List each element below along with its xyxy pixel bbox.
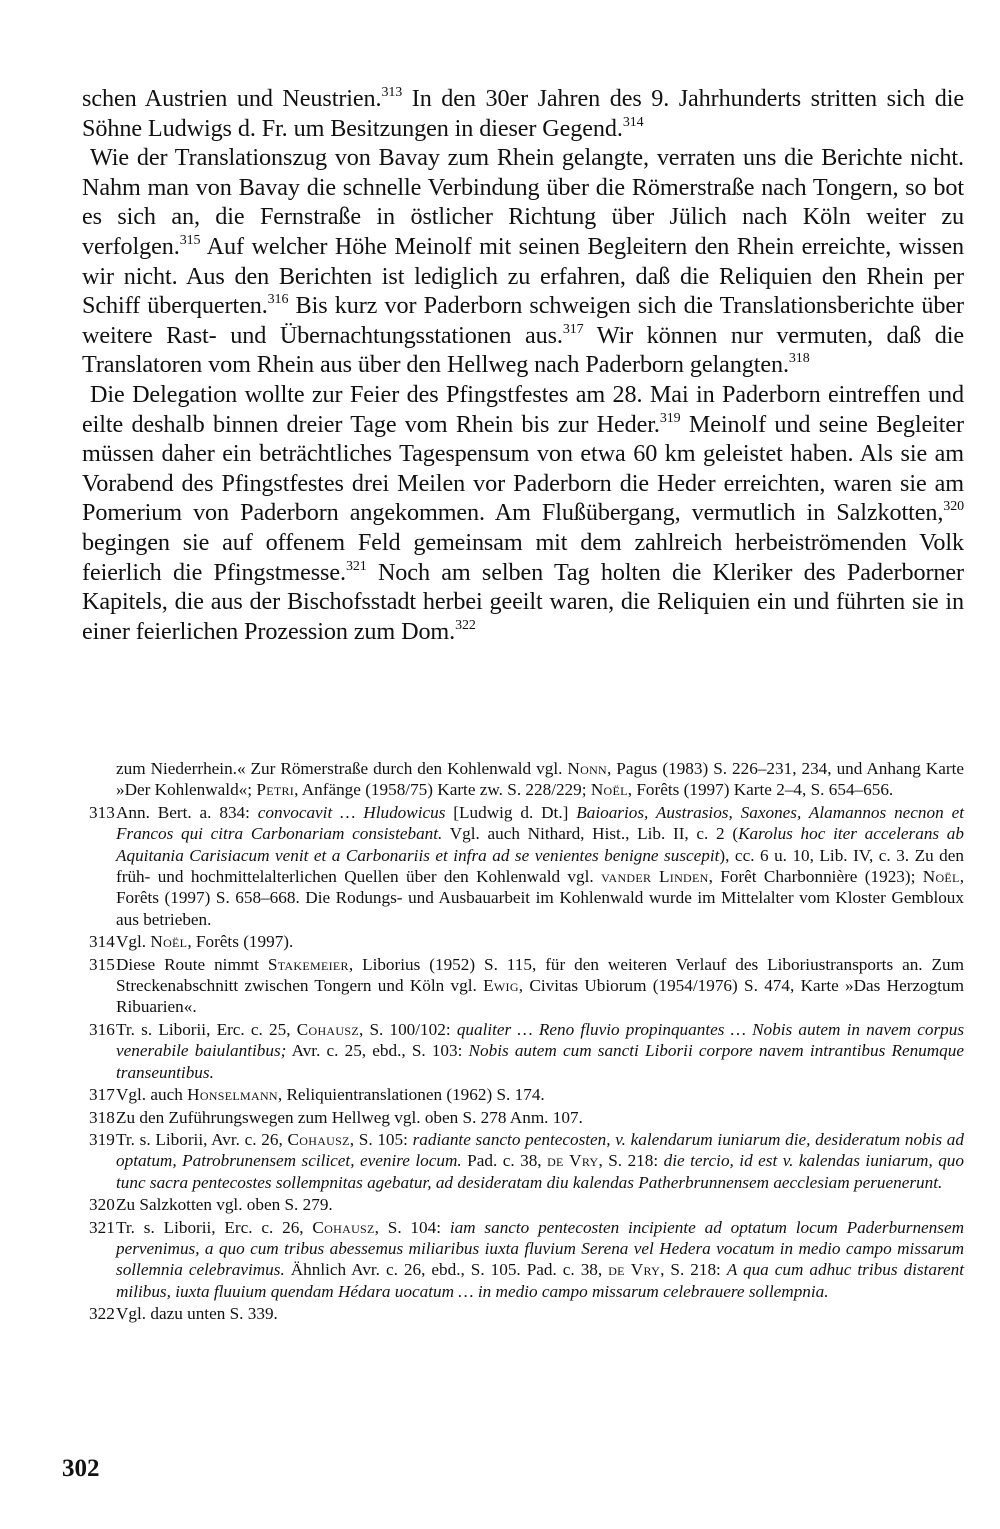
text-run: Pad. c. 38, <box>461 1151 548 1171</box>
footnote-text <box>116 759 964 799</box>
footnote <box>90 1084 964 1105</box>
footnote <box>90 931 964 952</box>
italic-quote: Nobis autem cum sancti Liborii corpore navem intrantibus Renumque transeuntibus. <box>116 1041 964 1082</box>
author-name: Noël <box>150 932 188 952</box>
footnote-text <box>116 932 293 951</box>
text-run: , Forêts (1997) S. 658–668. Die Rodungs- und Ausbauarbeit im Kohlenwald wurde im Mittelalter vom Kloster Gembloux aus betrieben. <box>116 867 964 929</box>
text-run: Meinolf und seine Begleiter müssen daher ein beträchtliches Tagespensum von etwa 60 km geleistet haben. Als sie am Vorabend des Pfingstfestes drei Meilen vor Paderborn die Heder erreichten, waren sie am Pomerium von Paderborn angekommen. Am Flußübergang, vermutlich in Salzkotten, <box>82 410 964 527</box>
footnote <box>90 1107 964 1128</box>
author-name: Noël <box>922 867 960 887</box>
author-name: Honselmann <box>187 1085 278 1105</box>
footnote-number: 317 <box>89 1085 115 1105</box>
footnote-ref: 321 <box>345 558 367 574</box>
text-run: Zu Salzkotten vgl. oben S. 279. <box>116 1195 333 1215</box>
author-name: Stakemeier <box>267 954 349 974</box>
text-run: , S. 104: <box>374 1217 450 1237</box>
footnote-ref: 314 <box>622 114 644 130</box>
footnote-ref: 313 <box>381 85 403 100</box>
paragraph <box>82 143 964 380</box>
author-name: Cohausz <box>312 1217 375 1237</box>
text-run: Diese Route nimmt <box>116 954 268 974</box>
text-run: Ähnlich Avr. c. 26, ebd., S. 105. Pad. c. 38, <box>284 1260 609 1280</box>
text-run: Wie der Translationszug von Bavay zum Rhein gelangte, verraten uns die Berichte nicht. Nahm man von Bavay die schnelle Verbindung über die Römerstraße nach Tongern, so bot es sich an, die Fernstraße in östlicher Richtung über Jülich nach Köln weiter zu verfolgen. <box>82 144 964 260</box>
footnote <box>90 1194 964 1215</box>
text-run: Zu den Zuführungswegen zum Hellweg vgl. oben S. 278 Anm. 107. <box>116 1107 583 1127</box>
text-run: , Liborius (1952) S. 115, für den weiteren Verlauf des Liboriustransports an. Zum Streckenabschnitt zwischen Tongern und Köln vgl. <box>116 954 964 996</box>
italic-quote: Baioarios, Austrasios, Saxones, Alamannos necnon et Francos qui citra Carbonariam consistebant. <box>116 802 964 844</box>
text-run: zum Niederrhein.« Zur Römerstraße durch den Kohlenwald vgl. <box>116 759 568 778</box>
footnote-text <box>116 803 964 929</box>
text-run: Noch am selben Tag holten die Kleriker des Paderborner Kapitels, die aus der Bischofsstadt herbei geeilt waren, die Reliquien ein und führten sie in einer feierlichen Prozession zum Dom. <box>82 558 964 645</box>
footnote-number: 319 <box>89 1129 115 1149</box>
footnote-ref: 317 <box>562 321 584 337</box>
footnote <box>90 1217 964 1303</box>
footnotes <box>90 758 964 1326</box>
author-name: Noël <box>590 780 628 800</box>
footnote-number: 316 <box>89 1019 115 1039</box>
author-name: de Vry <box>547 1151 599 1171</box>
author-name: de Vry <box>608 1260 661 1280</box>
footnote-text <box>116 1304 278 1323</box>
author-name: Nonn <box>567 759 608 778</box>
text-run: Bis kurz vor Paderborn schweigen sich die Translationsberichte über weitere Rast- und Übernachtungsstationen aus. <box>82 292 964 349</box>
text-run: Tr. s. Liborii, Erc. c. 25, <box>116 1019 297 1039</box>
footnote-text <box>116 1020 964 1082</box>
footnote-text <box>116 1085 545 1104</box>
footnote-number: 320 <box>89 1195 115 1215</box>
italic-quote: qualiter … Reno fluvio propinquantes … Nobis autem in navem corpus venerabile baiulantibus; <box>116 1019 965 1061</box>
footnote <box>90 1303 964 1324</box>
footnote-ref: 320 <box>943 499 964 515</box>
text-run: , Civitas Ubiorum (1954/1976) S. 474, Karte »Das Herzogtum Ribuarien«. <box>116 976 964 1017</box>
text-run: Tr. s. Liborii, Erc. c. 26, <box>116 1217 313 1237</box>
text-run: Vgl. auch <box>116 1085 188 1105</box>
text-run: , S. 100/102: <box>358 1019 457 1039</box>
footnote-number: 314 <box>89 932 115 952</box>
footnote <box>90 802 964 930</box>
text-run: [Ludwig d. Dt.] <box>445 802 577 822</box>
italic-quote: Karolus hoc iter accelerans ab Aquitania Carisiacum venit et a Carbonariis et infra ad se venientes benigne suscepit <box>116 824 964 865</box>
text-run: , Forêt Charbonnière (1923); <box>708 867 923 887</box>
footnote-text <box>116 1130 964 1192</box>
footnote-ref: 319 <box>659 410 681 426</box>
text-run: Vgl. dazu unten S. 339. <box>116 1304 278 1324</box>
author-name: Cohausz <box>287 1129 350 1149</box>
footnote <box>90 758 964 801</box>
text-run: , S. 218: <box>598 1151 664 1171</box>
footnote-number: 315 <box>89 954 115 974</box>
footnote-number: 322 <box>89 1304 115 1324</box>
text-run: Auf welcher Höhe Meinolf mit seinen Begleitern den Rhein erreichte, wissen wir nicht. Aus den Berichten ist lediglich zu erfahren, daß die Reliquien den Rhein per Schiff überquerten. <box>82 232 964 320</box>
text-run: , S. 105: <box>349 1129 413 1149</box>
text-run: , Reliquientranslationen (1962) S. 174. <box>277 1085 545 1105</box>
author-name: Petri <box>256 780 295 800</box>
footnote-ref: 318 <box>788 351 810 367</box>
text-run: Avr. c. 25, ebd., S. 103: <box>286 1041 469 1061</box>
footnote-ref: 322 <box>455 617 476 633</box>
footnote-ref: 316 <box>267 292 289 308</box>
body-text <box>82 84 964 646</box>
text-run: Tr. s. Liborii, Avr. c. 26, <box>116 1129 288 1149</box>
italic-quote: convocavit … Hludowicus <box>257 802 446 822</box>
footnote-number: 313 <box>89 802 115 822</box>
italic-quote: A qua cum adhuc tribus distarent milibus, iuxta fluuium quendam Hédara uocatum … in medio campo missarum celebrauere sollempnia. <box>116 1260 964 1301</box>
text-run: , Forêts (1997) Karte 2–4, S. 654–656. <box>627 780 894 800</box>
paragraph <box>82 380 964 646</box>
footnote <box>90 1129 964 1193</box>
text-run: Vgl. auch Nithard, Hist., Lib. II, c. 2 ( <box>442 824 739 844</box>
footnote <box>90 1019 964 1083</box>
text-run: Vgl. <box>116 932 151 952</box>
main-text-block <box>82 84 964 646</box>
italic-quote: die tercio, id est v. kalendas iuniarum, quo tunc sacra pentecostes sollempnitas agebatur, ad desideratam diu kalendas Patherbrunnensem aecclesiam peruenerunt. <box>116 1151 964 1192</box>
text-run: Wir können nur vermuten, daß die Translatoren vom Rhein aus über den Hellweg nach Paderborn gelangten. <box>82 321 964 379</box>
text-run: In den 30er Jahren des 9. Jahrhunderts stritten sich die Söhne Ludwigs d. Fr. um Besitzungen in dieser Gegend. <box>82 85 964 142</box>
author-name: Cohausz <box>296 1019 359 1039</box>
author-name: Ewig <box>483 976 519 996</box>
footnote-text <box>116 955 964 1017</box>
footnote-text <box>116 1195 333 1214</box>
footnote-text <box>116 1108 583 1127</box>
text-run: , Pagus (1983) S. 226–231, 234, und Anhang Karte »Der Kohlenwald«; <box>116 759 964 800</box>
text-run: Ann. Bert. a. 834: <box>116 802 258 822</box>
italic-quote: iam sancto pentecosten incipiente ad optatum locum Paderburnensem pervenimus, a quo cum tribus abessemus miliaribus iuxta fluvium Serena vel Hedera vocatum in medio campo missarum sollemnia celebravimus. <box>116 1217 964 1280</box>
page-number: 302 <box>62 1455 100 1482</box>
text-run: begingen sie auf offenem Feld gemeinsam mit dem zahlreich herbeiströmenden Volk feierlich die Pfingstmesse. <box>82 528 964 586</box>
text-run: schen Austrien und Neustrien. <box>82 85 382 112</box>
text-run: , Forêts (1997). <box>187 932 294 952</box>
text-run: , Anfänge (1958/75) Karte zw. S. 228/229; <box>294 780 591 800</box>
text-run: Die Delegation wollte zur Feier des Pfingstfestes am 28. Mai in Paderborn eintreffen und eilte deshalb binnen dreier Tage vom Rhein bis zur Heder. <box>82 380 964 438</box>
text-run: , S. 218: <box>660 1260 727 1280</box>
italic-quote: radiante sancto pentecosten, v. kalendarum iuniarum die, desideratum nobis ad optatum, Patrobrunensem scilicet, evenire locum. <box>116 1129 964 1171</box>
footnote <box>90 954 964 1018</box>
footnote-number: 318 <box>89 1107 115 1127</box>
text-run: ), cc. 6 u. 10, Lib. IV, c. 3. Zu den früh- und hochmittelalterlichen Quellen über den Kohlenwald vgl. <box>116 845 964 887</box>
footnote-ref: 315 <box>179 232 201 248</box>
author-name: vander Linden <box>601 867 709 887</box>
footnote-number: 321 <box>89 1217 115 1237</box>
footnote-text <box>116 1218 964 1301</box>
paragraph <box>82 84 964 143</box>
